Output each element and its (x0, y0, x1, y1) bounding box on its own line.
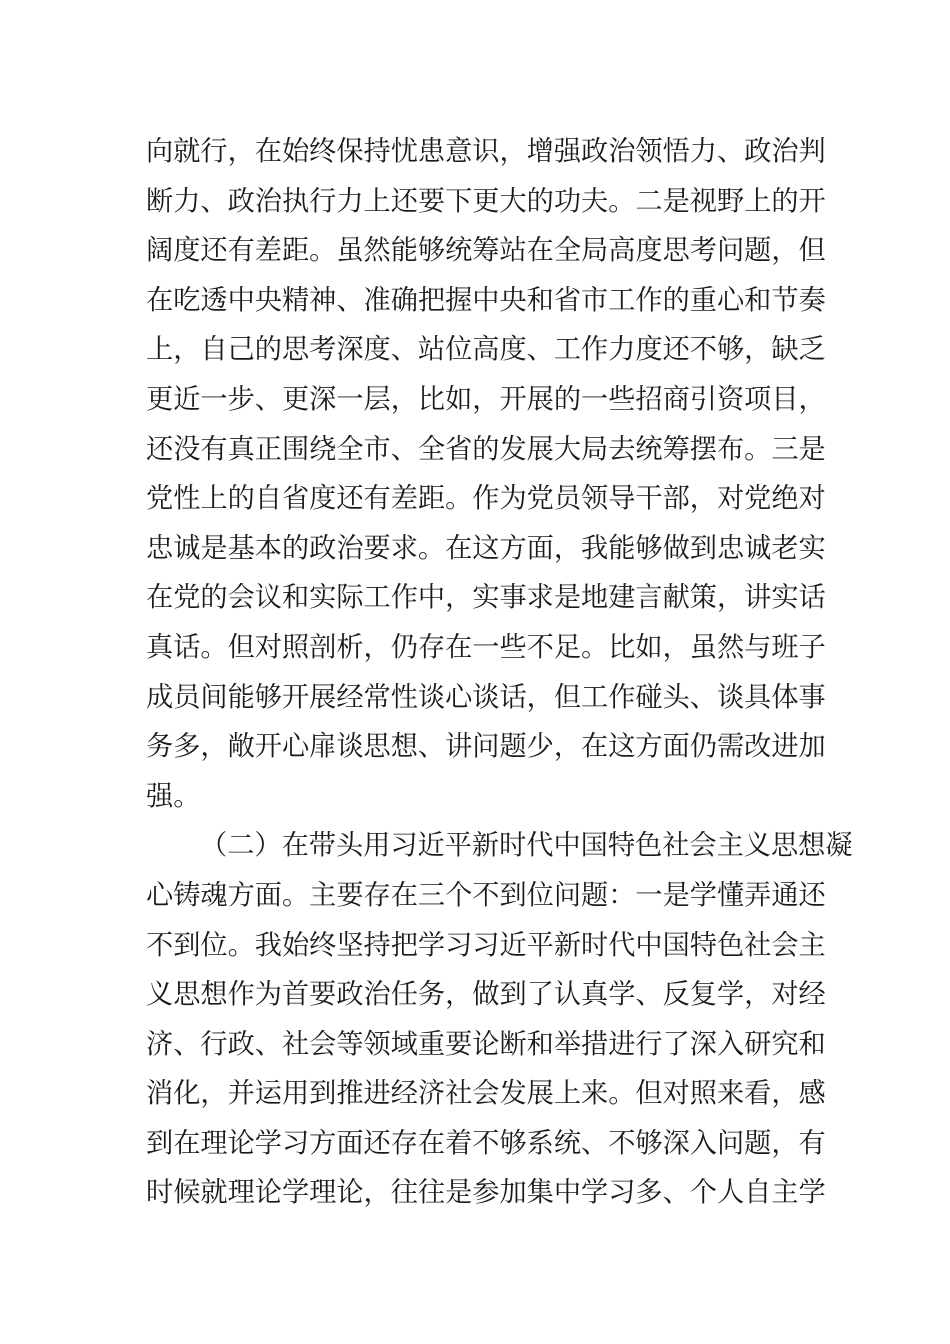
text-line: 消化，并运用到推进经济社会发展上来。但对照来看，感 (146, 1078, 826, 1110)
text-line: 时候就理论学理论，往往是参加集中学习多、个人自主学 (146, 1177, 826, 1209)
text-line: 到在理论学习方面还存在着不够系统、不够深入问题，有 (146, 1127, 826, 1159)
text-line: 忠诚是基本的政治要求。在这方面，我能够做到忠诚老实 (146, 532, 826, 564)
text-line: 在党的会议和实际工作中，实事求是地建言献策，讲实话 (146, 582, 826, 614)
text-line: 还没有真正围绕全市、全省的发展大局去统筹摆布。三是 (146, 433, 826, 465)
text-line: 在吃透中央精神、准确把握中央和省市工作的重心和节奏 (146, 284, 826, 316)
text-line: 上，自己的思考深度、站位高度、工作力度还不够，缺乏 (146, 334, 826, 366)
text-line: 党性上的自省度还有差距。作为党员领导干部，对党绝对 (146, 483, 826, 515)
text-line: 向就行，在始终保持忧患意识，增强政治领悟力、政治判 (146, 136, 826, 167)
text-line: 济、行政、社会等领域重要论断和举措进行了深入研究和 (146, 1028, 826, 1060)
text-line: 真话。但对照剖析，仍存在一些不足。比如，虽然与班子 (146, 631, 826, 663)
text-line: 阔度还有差距。虽然能够统筹站在全局高度思考问题，但 (146, 235, 826, 267)
body-text (146, 127, 853, 1218)
text-line: 不到位。我始终坚持把学习习近平新时代中国特色社会主 (146, 929, 826, 961)
section-heading-line: （二）在带头用习近平新时代中国特色社会主义思想凝 (200, 830, 853, 862)
paragraph-end-line: 强。 (146, 780, 201, 812)
text-line: 义思想作为首要政治任务，做到了认真学、反复学，对经 (146, 979, 826, 1011)
text-line: 务多，敞开心扉谈思想、讲问题少，在这方面仍需改进加 (146, 731, 826, 763)
text-line: 断力、政治执行力上还要下更大的功夫。二是视野上的开 (146, 185, 826, 217)
text-line: 成员间能够开展经常性谈心谈话，但工作碰头、谈具体事 (146, 681, 826, 713)
text-line: 更近一步、更深一层，比如，开展的一些招商引资项目， (146, 383, 826, 415)
text-line: 心铸魂方面。主要存在三个不到位问题：一是学懂弄通还 (146, 879, 826, 911)
